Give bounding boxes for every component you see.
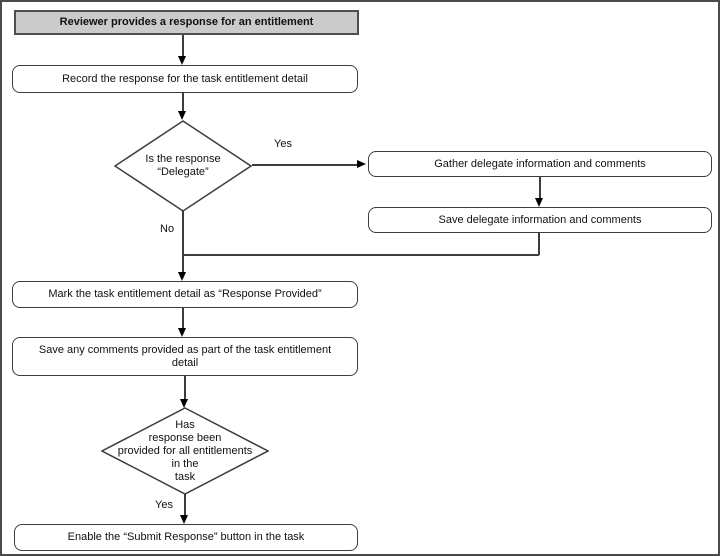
branch-label-yes-2: Yes: [155, 499, 173, 511]
decision2-line3: provided for all entitlements: [117, 444, 253, 457]
process-mark-response-provided-label: Mark the task entitlement detail as “Response Provided”: [48, 288, 322, 300]
connector-savecomments-to-decision2: [184, 376, 186, 400]
process-save-delegate-info-label: Save delegate information and comments: [438, 213, 642, 226]
process-enable-submit-response-label: Enable the “Submit Response” button in the task: [67, 531, 305, 543]
arrowhead-record-to-decision1: [178, 111, 186, 120]
decision1-line2: “Delegate”: [157, 166, 209, 178]
decision-is-response-delegate-text: [114, 120, 252, 212]
branch-label-yes-1: Yes: [274, 138, 292, 150]
process-save-delegate-info: [368, 207, 712, 233]
arrowhead-decision2-to-enable: [180, 515, 188, 524]
connector-savedelegate-down: [538, 233, 540, 255]
process-save-comments-label: [39, 344, 331, 370]
arrowhead-decision1-to-gather: [357, 160, 366, 168]
process-record-response-label: Record the response for the task entitlement detail: [62, 72, 308, 85]
arrowhead-gather-to-savedelegate: [535, 198, 543, 207]
save-comments-line1: Save any comments provided as part of the task entitlement: [38, 343, 332, 356]
decision2-line1: Has: [175, 418, 195, 431]
process-record-response: [12, 65, 358, 93]
connector-gather-to-savedelegate: [539, 177, 541, 199]
start-box-label: Reviewer provides a response for an entitlement: [59, 16, 314, 28]
connector-decision1-to-mark: [182, 211, 184, 274]
connector-return-horizontal: [182, 254, 539, 256]
connector-decision2-to-enable: [184, 494, 186, 517]
connector-start-to-record: [182, 35, 184, 57]
arrowhead-mark-to-savecomments: [178, 328, 186, 337]
decision-all-entitlements-text: [101, 407, 269, 495]
decision1-line1: Is the response: [145, 153, 221, 165]
decision2-line2: response been: [148, 431, 222, 444]
save-comments-line2: detail: [171, 356, 199, 369]
decision-all-entitlements-answered: [101, 407, 269, 495]
connector-record-to-decision1: [182, 93, 184, 112]
arrowhead-decision1-to-mark: [178, 272, 186, 281]
process-gather-delegate-info: [368, 151, 712, 177]
start-box-reviewer-response: [14, 10, 359, 35]
process-mark-response-provided: [12, 281, 358, 308]
decision2-line4: in the: [171, 457, 199, 470]
branch-label-no-1: No: [160, 223, 175, 235]
process-gather-delegate-info-label: Gather delegate information and comments: [434, 157, 646, 170]
process-enable-submit-response: [14, 524, 358, 551]
arrowhead-start-to-record: [178, 56, 186, 65]
connector-decision1-to-gather: [252, 164, 358, 166]
decision-is-response-delegate: [114, 120, 252, 212]
process-save-comments: [12, 337, 358, 376]
decision2-line5: task: [174, 470, 196, 483]
connector-mark-to-savecomments: [182, 308, 184, 329]
